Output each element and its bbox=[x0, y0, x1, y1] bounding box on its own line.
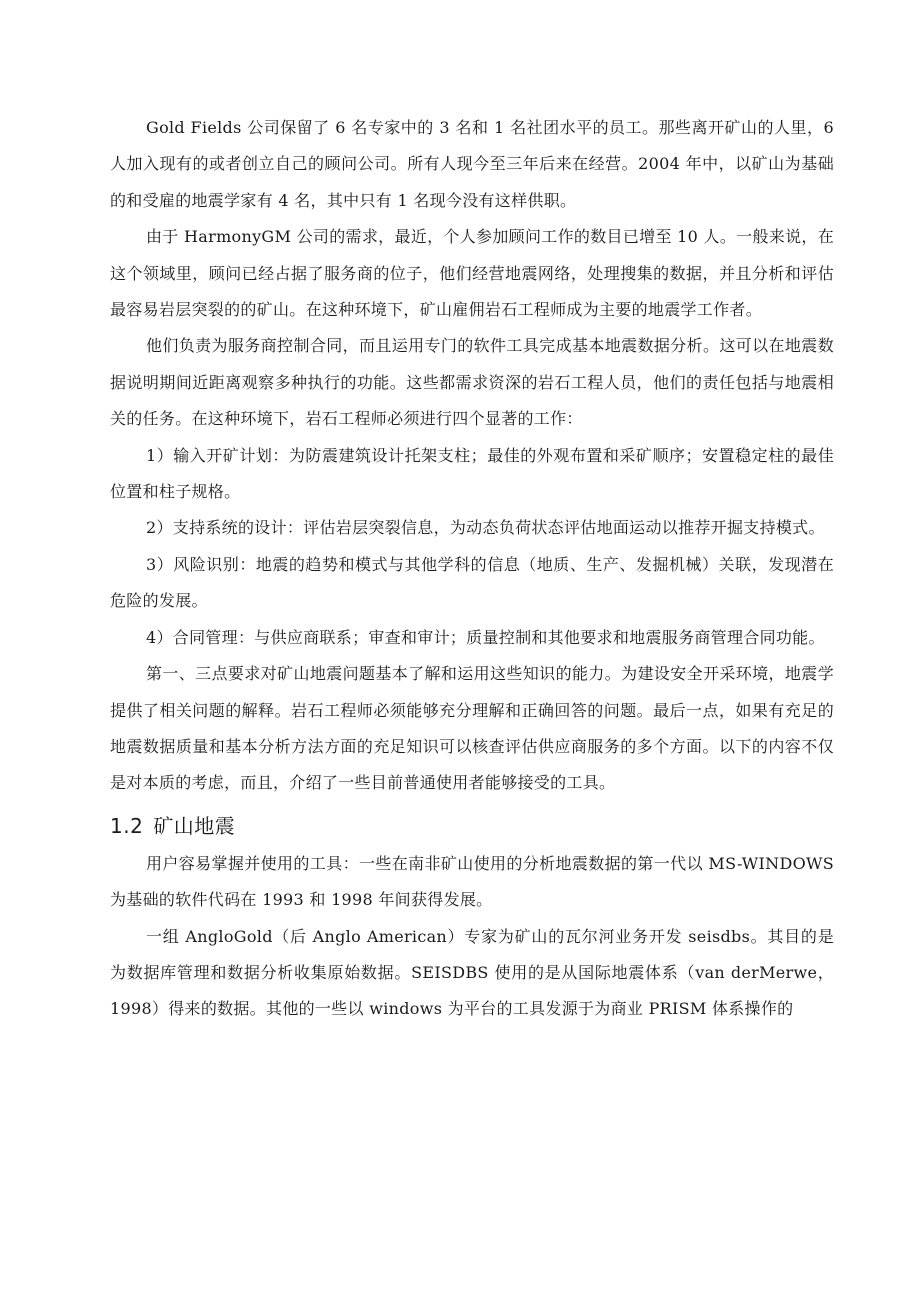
document-page bbox=[110, 110, 834, 1028]
paragraph-harmony: 由于 HarmonyGM 公司的需求，最近，个人参加顾问工作的数目已增至 10 人。一般来说，在这个领域里，顾问已经占据了服务商的位子，他们经营地震网络，处理搜集的数据，并且分析和评估最容易岩层突裂的的矿山。在这种环境下，矿山雇佣岩石工程师成为主要的地震学工作者。 bbox=[110, 227, 834, 320]
list-item-support-design: 2）支持系统的设计：评估岩层突裂信息，为动态负荷状态评估地面运动以推荐开掘支持模式。 bbox=[146, 518, 825, 538]
paragraph-gold-fields: Gold Fields 公司保留了 6 名专家中的 3 名和 1 名社团水平的员工。那些离开矿山的人里，6 人加入现有的或者创立自己的顾问公司。所有人现今至三年后来在经营。2004 年中，以矿山为基础的和受雇的地震学家有 4 名，其中只有 1 名现今没有这样供职。 bbox=[110, 118, 834, 210]
section-number: 1.2 bbox=[110, 813, 144, 838]
list-item-mining-plan: 1）输入开矿计划：为防震建筑设计托架支柱；最佳的外观布置和采矿顺序；安置稳定柱的最佳位置和柱子规格。 bbox=[110, 445, 834, 502]
list-item-risk-identification: 3）风险识别：地震的趋势和模式与其他学科的信息（地质、生产、发掘机械）关联，发现潜在危险的发展。 bbox=[110, 554, 834, 611]
section-heading bbox=[110, 806, 834, 846]
paragraph-responsibilities: 他们负责为服务商控制合同，而且运用专门的软件工具完成基本地震数据分析。这可以在地震数据说明期间近距离观察多种执行的功能。这些都需求资深的岩石工程人员，他们的责任包括与地震相关的任务。在这种环境下，岩石工程师必须进行四个显著的工作： bbox=[110, 336, 834, 429]
paragraph-anglogold: 一组 AngloGold（后 Anglo American）专家为矿山的瓦尔河业务开发 seisdbs。其目的是为数据库管理和数据分析收集原始数据。SEISDBS 使用的是从国际地震体系（van derMerwe，1998）得来的数据。其他的一些以 windows 为平台的工具发源于为商业 PRISM 体系操作的 bbox=[110, 926, 834, 1019]
section-title: 矿山地震 bbox=[153, 813, 236, 838]
paragraph-tools: 用户容易掌握并使用的工具：一些在南非矿山使用的分析地震数据的第一代以 MS-WINDOWS 为基础的软件代码在 1993 和 1998 年间获得发展。 bbox=[110, 853, 834, 910]
list-item-contract-management: 4）合同管理：与供应商联系；审查和审计；质量控制和其他要求和地震服务商管理合同功能。 bbox=[146, 627, 825, 647]
paragraph-summary: 第一、三点要求对矿山地震问题基本了解和运用这些知识的能力。为建设安全开采环境，地震学提供了相关问题的解释。岩石工程师必须能够充分理解和正确回答的问题。最后一点，如果有充足的地震数据质量和基本分析方法方面的充足知识可以核查评估供应商服务的多个方面。以下的内容不仅是对本质的考虑，而且，介绍了一些目前普通使用者能够接受的工具。 bbox=[110, 664, 834, 793]
